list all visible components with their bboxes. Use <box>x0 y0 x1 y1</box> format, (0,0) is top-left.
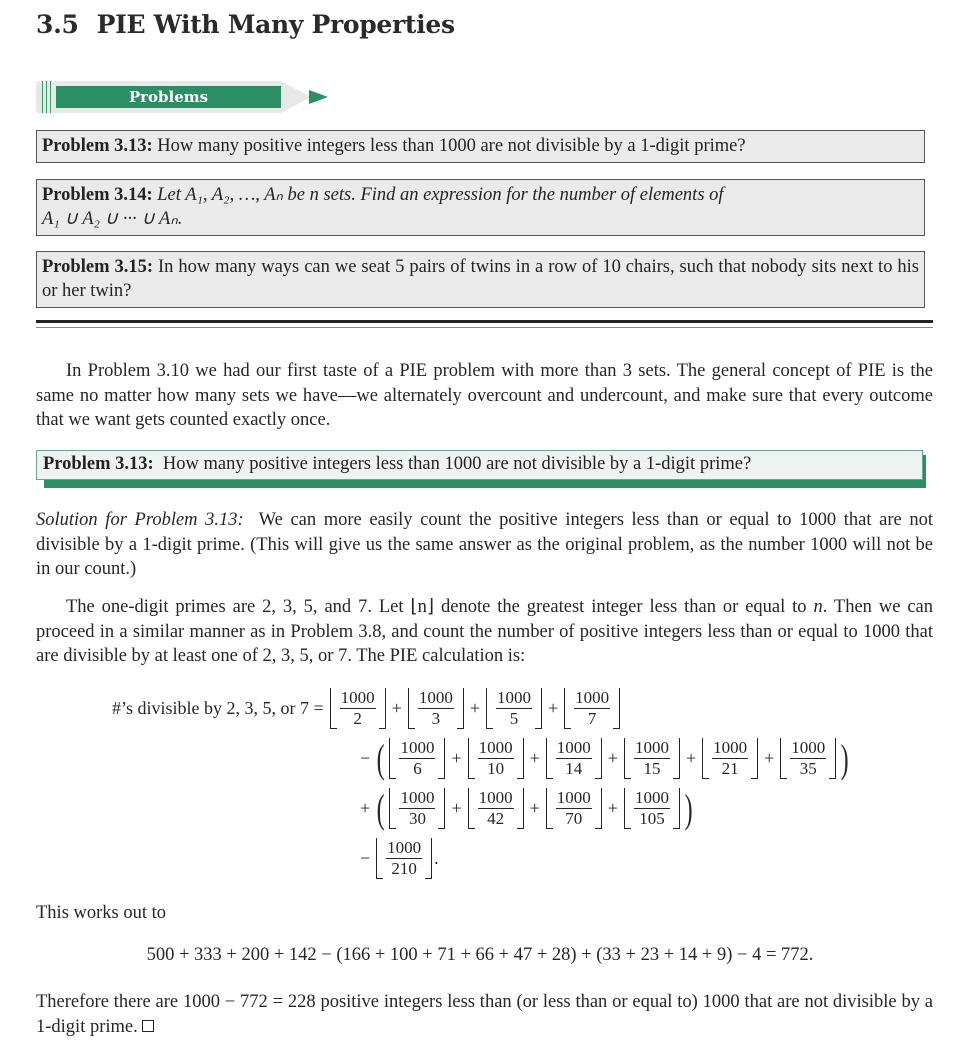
minus-sign: − <box>360 848 371 868</box>
denominator: 5 <box>509 709 519 728</box>
denominator: 7 <box>587 709 597 728</box>
variable-n: n <box>813 597 823 617</box>
problem-box-shadow <box>44 480 926 488</box>
problem-3-15-box <box>36 251 925 308</box>
numerator: 1000 <box>575 688 610 707</box>
denominator: 14 <box>565 759 583 778</box>
denominator: 105 <box>639 809 665 828</box>
numerator: 1000 <box>496 688 531 707</box>
solution-text: . Then we can proceed in a similar manner as in Problem 3.8, and count the number of positive integers less than or equal to 1000 that are divisible by at least one of 2, 3, 5, or 7. The PIE calculation is: <box>36 597 933 666</box>
left-floor-bracket <box>389 738 396 779</box>
conclusion-paragraph <box>36 990 933 1039</box>
right-floor-bracket <box>595 788 602 829</box>
problem-text: How many positive integers less than 1000 are not divisible by a 1-digit prime? <box>162 454 752 474</box>
right-floor-bracket <box>751 738 758 779</box>
left-floor-bracket <box>624 738 631 779</box>
denominator: 6 <box>413 759 422 778</box>
works-out-text: This works out to <box>36 903 167 923</box>
fraction <box>493 688 535 729</box>
plus-sign: + <box>451 798 462 818</box>
conclusion-text: Therefore there are 1000 − 772 = 228 positive integers less than (or less than or equal to) 1000 that are not divisible by a 1-digit prime. <box>36 992 933 1037</box>
floor-fraction <box>780 738 836 779</box>
problem-text: How many positive integers less than 1000 are not divisible by a 1-digit prime? <box>157 136 746 156</box>
fraction <box>553 738 595 779</box>
floor-fraction <box>408 688 464 729</box>
restated-problem-box <box>36 450 923 480</box>
divider-thick <box>36 320 933 323</box>
floor-fraction <box>624 788 680 829</box>
problem-label: Problem 3.15: <box>42 257 153 277</box>
plus-sign: + <box>547 698 559 718</box>
denominator: 15 <box>643 759 661 778</box>
fraction <box>415 688 457 729</box>
left-floor-bracket <box>780 738 787 779</box>
denominator: 3 <box>431 709 441 728</box>
right-floor-bracket <box>457 688 464 729</box>
pencil-tip-icon <box>281 81 311 113</box>
fraction <box>383 838 425 879</box>
intro-paragraph: In Problem 3.10 we had our first taste of a PIE problem with more than 3 sets. The general concept of PIE is the same no matter how many sets we have—we alternately overcount and undercount, and make sure that every outcome that we want gets counted exactly once. <box>36 361 933 430</box>
left-floor-bracket <box>564 688 571 729</box>
right-floor-bracket <box>438 788 445 829</box>
problem-3-14-box <box>36 179 925 236</box>
numerator: 1000 <box>713 738 748 757</box>
left-floor-bracket <box>702 738 709 779</box>
floor-fraction <box>546 788 602 829</box>
section-number: 3.5 <box>36 10 79 39</box>
plus-sign: + <box>451 748 462 768</box>
problem-label: Problem 3.13: <box>43 454 154 474</box>
floor-terms <box>387 788 681 829</box>
numerator: 1000 <box>556 788 591 807</box>
right-floor-bracket <box>673 788 680 829</box>
solution-paragraph-2 <box>36 595 933 669</box>
equation-lhs: #’s divisible by 2, 3, 5, or 7 = <box>112 698 324 718</box>
floor-fraction <box>702 738 758 779</box>
left-floor-bracket <box>486 688 493 729</box>
pencil-lead-icon <box>309 90 328 104</box>
numerator: 1000 <box>340 688 375 707</box>
fraction <box>396 788 438 829</box>
equation-row-1 <box>112 688 622 729</box>
plus-sign: + <box>685 748 697 768</box>
denominator: 210 <box>391 859 417 878</box>
floor-fraction <box>468 788 524 829</box>
denominator: 21 <box>721 759 739 778</box>
pencil-stripe <box>46 81 47 113</box>
equation-row-3 <box>356 785 695 831</box>
numerator: 1000 <box>478 738 513 757</box>
plus-sign: + <box>391 698 402 718</box>
floor-terms <box>328 688 622 729</box>
fraction <box>553 788 595 829</box>
floor-fraction <box>468 738 524 779</box>
floor-fraction <box>376 838 432 879</box>
solution-text: We can more easily count the positive integers less than or equal to 1000 that are not divisible by a 1-digit prime. (This will give us the same answer as the original problem, as the number 1000 will not be in our count.) <box>36 510 933 579</box>
plus-sign: + <box>764 748 775 768</box>
floor-fraction <box>546 738 602 779</box>
plus-sign: + <box>529 798 540 818</box>
divider-thin <box>36 327 933 328</box>
plus-sign: + <box>469 698 480 718</box>
equation-row-4 <box>356 838 439 879</box>
numerator: 1000 <box>400 738 435 757</box>
fraction <box>396 738 438 779</box>
plus-sign: + <box>607 798 618 818</box>
left-floor-bracket <box>546 788 553 829</box>
denominator: 30 <box>408 809 426 828</box>
denominator: 2 <box>353 709 362 728</box>
problem-text: Let A₁, A₂, …, Aₙ be n sets. Find an expression for the number of elements of <box>157 185 724 205</box>
plus-sign: + <box>529 748 540 768</box>
pencil-stripe <box>42 81 43 113</box>
left-floor-bracket <box>330 688 337 729</box>
close-paren: ) <box>840 735 849 781</box>
period: . <box>434 848 439 868</box>
problem-label: Problem 3.14: <box>42 185 153 205</box>
right-floor-bracket <box>425 838 432 879</box>
floor-terms <box>374 838 434 879</box>
pencil-stripe <box>50 81 51 113</box>
floor-fraction <box>330 688 386 729</box>
floor-fraction <box>389 788 445 829</box>
right-floor-bracket <box>535 688 542 729</box>
denominator: 10 <box>487 759 505 778</box>
problem-label: Problem 3.13: <box>42 136 153 156</box>
fraction <box>475 738 517 779</box>
denominator: 35 <box>799 759 817 778</box>
solution-text: The one-digit primes are 2, 3, 5, and 7. Let ⌊n⌋ denote the greatest integer less than or equal to <box>66 597 814 617</box>
numerator: 1000 <box>556 738 591 757</box>
fraction <box>337 688 379 729</box>
result-equation: 500 + 333 + 200 + 142 − (166 + 100 + 71 + 66 + 47 + 28) + (33 + 23 + 14 + 9) − 4 = 772. <box>146 945 814 965</box>
left-floor-bracket <box>408 688 415 729</box>
section-title <box>36 10 455 39</box>
banner-label: Problems <box>128 88 209 106</box>
plus-sign: + <box>360 798 371 818</box>
numerator: 1000 <box>418 688 453 707</box>
numerator: 1000 <box>387 838 422 857</box>
fraction <box>709 738 751 779</box>
solution-paragraph-1 <box>36 508 933 582</box>
left-floor-bracket <box>389 788 396 829</box>
denominator: 70 <box>565 809 583 828</box>
numerator: 1000 <box>478 788 513 807</box>
problem-text: In how many ways can we seat 5 pairs of twins in a row of 10 chairs, such that nobody sits next to his or her twin? <box>42 257 919 301</box>
floor-terms <box>387 738 838 779</box>
floor-fraction <box>486 688 542 729</box>
section-title-text: PIE With Many Properties <box>96 10 455 39</box>
plus-sign: + <box>607 748 618 768</box>
problem-3-13-box <box>36 130 925 163</box>
solution-heading: Solution for Problem 3.13: <box>36 510 244 530</box>
close-paren: ) <box>684 785 693 831</box>
problems-banner <box>36 81 332 113</box>
fraction <box>475 788 517 829</box>
right-floor-bracket <box>517 788 524 829</box>
fraction <box>787 738 829 779</box>
fraction <box>571 688 613 729</box>
left-floor-bracket <box>546 738 553 779</box>
numerator: 1000 <box>634 788 669 807</box>
open-paren: ( <box>376 735 385 781</box>
qed-square-icon <box>142 1020 154 1032</box>
numerator: 1000 <box>634 738 669 757</box>
floor-fraction <box>624 738 680 779</box>
fraction <box>631 738 673 779</box>
numerator: 1000 <box>400 788 435 807</box>
right-floor-bracket <box>595 738 602 779</box>
left-floor-bracket <box>624 788 631 829</box>
left-floor-bracket <box>468 738 475 779</box>
denominator: 42 <box>487 809 505 828</box>
minus-sign: − <box>360 748 371 768</box>
right-floor-bracket <box>438 738 445 779</box>
numerator: 1000 <box>791 738 826 757</box>
right-floor-bracket <box>517 738 524 779</box>
equation-row-2 <box>356 735 852 781</box>
right-floor-bracket <box>613 688 620 729</box>
floor-fraction <box>564 688 620 729</box>
right-floor-bracket <box>673 738 680 779</box>
problem-text-line2: A₁ ∪ A₂ ∪ ··· ∪ Aₙ. <box>42 209 183 229</box>
floor-fraction <box>389 738 445 779</box>
right-floor-bracket <box>829 738 836 779</box>
right-floor-bracket <box>379 688 386 729</box>
left-floor-bracket <box>376 838 383 879</box>
left-floor-bracket <box>468 788 475 829</box>
open-paren: ( <box>376 785 385 831</box>
fraction <box>631 788 673 829</box>
